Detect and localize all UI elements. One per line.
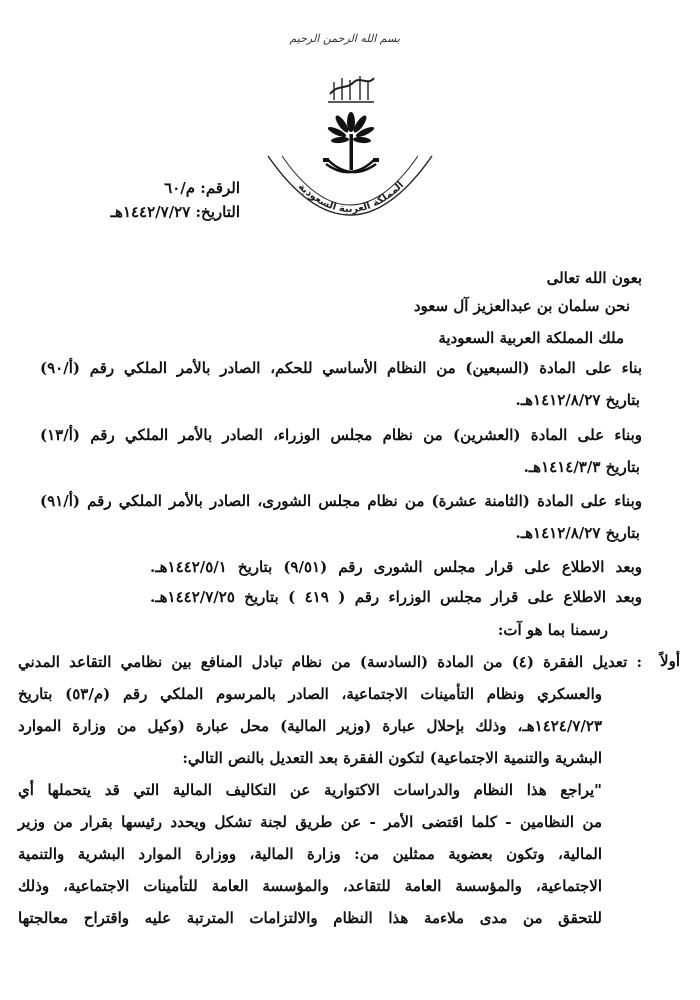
review-council: وبعد الاطلاع على قرار مجلس الوزراء رقم ( ٤١٩ ) بتاريخ ١٤٤٢/٧/٢٥هـ. — [150, 588, 643, 606]
preamble-2-line-1: وبناء على المادة (العشرين) من نظام مجلس الوزراء، الصادر بالأمر الملكي رقم (أ/١٣) — [40, 426, 642, 444]
article-line-5: "يراجع هذا النظام والدراسات الاكتوارية عن التكاليف المالية التي قد يتحملها أي — [18, 781, 602, 799]
preamble-2-line-2: بتاريخ ١٤١٤/٣/٣هـ. — [523, 458, 640, 476]
article-line-3: ١٤٢٤/٧/٢٣هـ، وذلك بإحلال عبارة (وزير المالية) محل عبارة (وكيل من وزارة الموارد — [18, 717, 602, 735]
kingdom-seal-arc — [262, 150, 438, 242]
opening-invocation: بعون الله تعالى — [546, 269, 642, 287]
review-shura: وبعد الاطلاع على قرار مجلس الشورى رقم (٩/٥١) بتاريخ ١٤٤٢/٥/١هـ. — [150, 558, 642, 576]
article-line-9: للتحقق من مدى ملاءمة هذا النظام والالتزامات المترتبة عليه واقتراح معالجتها — [18, 909, 602, 927]
preamble-3-line-1: وبناء على المادة (الثامنة عشرة) من نظام مجلس الشورى، الصادر بالأمر الملكي رقم (أ/٩١) — [40, 492, 642, 510]
seal-text: المملكة العربية السعودية — [295, 179, 407, 216]
article-marker: أولاً — [660, 652, 680, 670]
decree-heading: رسمنا بما هو آت: — [497, 621, 608, 639]
decree-date: التاريخ: ١٤٤٢/٧/٢٧هـ — [110, 203, 240, 221]
king-title: ملك المملكة العربية السعودية — [438, 329, 624, 347]
article-line-1: : تعديل الفقرة (٤) من المادة (السادسة) من نظام تبادل المنافع بين نظامي التقاعد المدني — [18, 653, 642, 671]
preamble-3-line-2: بتاريخ ١٤١٢/٨/٢٧هـ. — [515, 524, 640, 542]
article-line-2: والعسكري ونظام التأمينات الاجتماعية، الصادر بالمرسوم الملكي رقم (م/٥٣) بتاريخ — [18, 685, 602, 703]
article-line-7: المالية، وتكون بعضوية ممثلين من: وزارة المالية، ووزارة الموارد البشرية والتنمية — [18, 845, 602, 863]
article-line-6: من النظامين - كلما اقتضى الأمر - عن طريق لجنة تشكل ويحدد رئيسها بقرار من وزير — [18, 813, 602, 831]
svg-text:المملكة العربية السعودية — [296, 180, 406, 215]
article-line-4: البشرية والتنمية الاجتماعية) لتكون الفقرة بعد التعديل بالنص التالي: — [182, 749, 602, 767]
preamble-1-line-1: بناء على المادة (السبعين) من النظام الأساسي للحكم، الصادر بالأمر الملكي رقم (أ/٩٠) — [40, 359, 642, 377]
basmala-text: بسم الله الرحمن الرحيم — [289, 32, 400, 45]
preamble-1-line-2: بتاريخ ١٤١٢/٨/٢٧هـ. — [515, 391, 640, 409]
king-name: نحن سلمان بن عبدالعزيز آل سعود — [413, 297, 630, 315]
article-line-8: الاجتماعية، والمؤسسة العامة للتقاعد، والمؤسسة العامة للتأمينات الاجتماعية، وذلك — [18, 877, 602, 895]
reference-block — [40, 176, 240, 224]
decree-number: الرقم: م/٦٠ — [164, 179, 240, 197]
